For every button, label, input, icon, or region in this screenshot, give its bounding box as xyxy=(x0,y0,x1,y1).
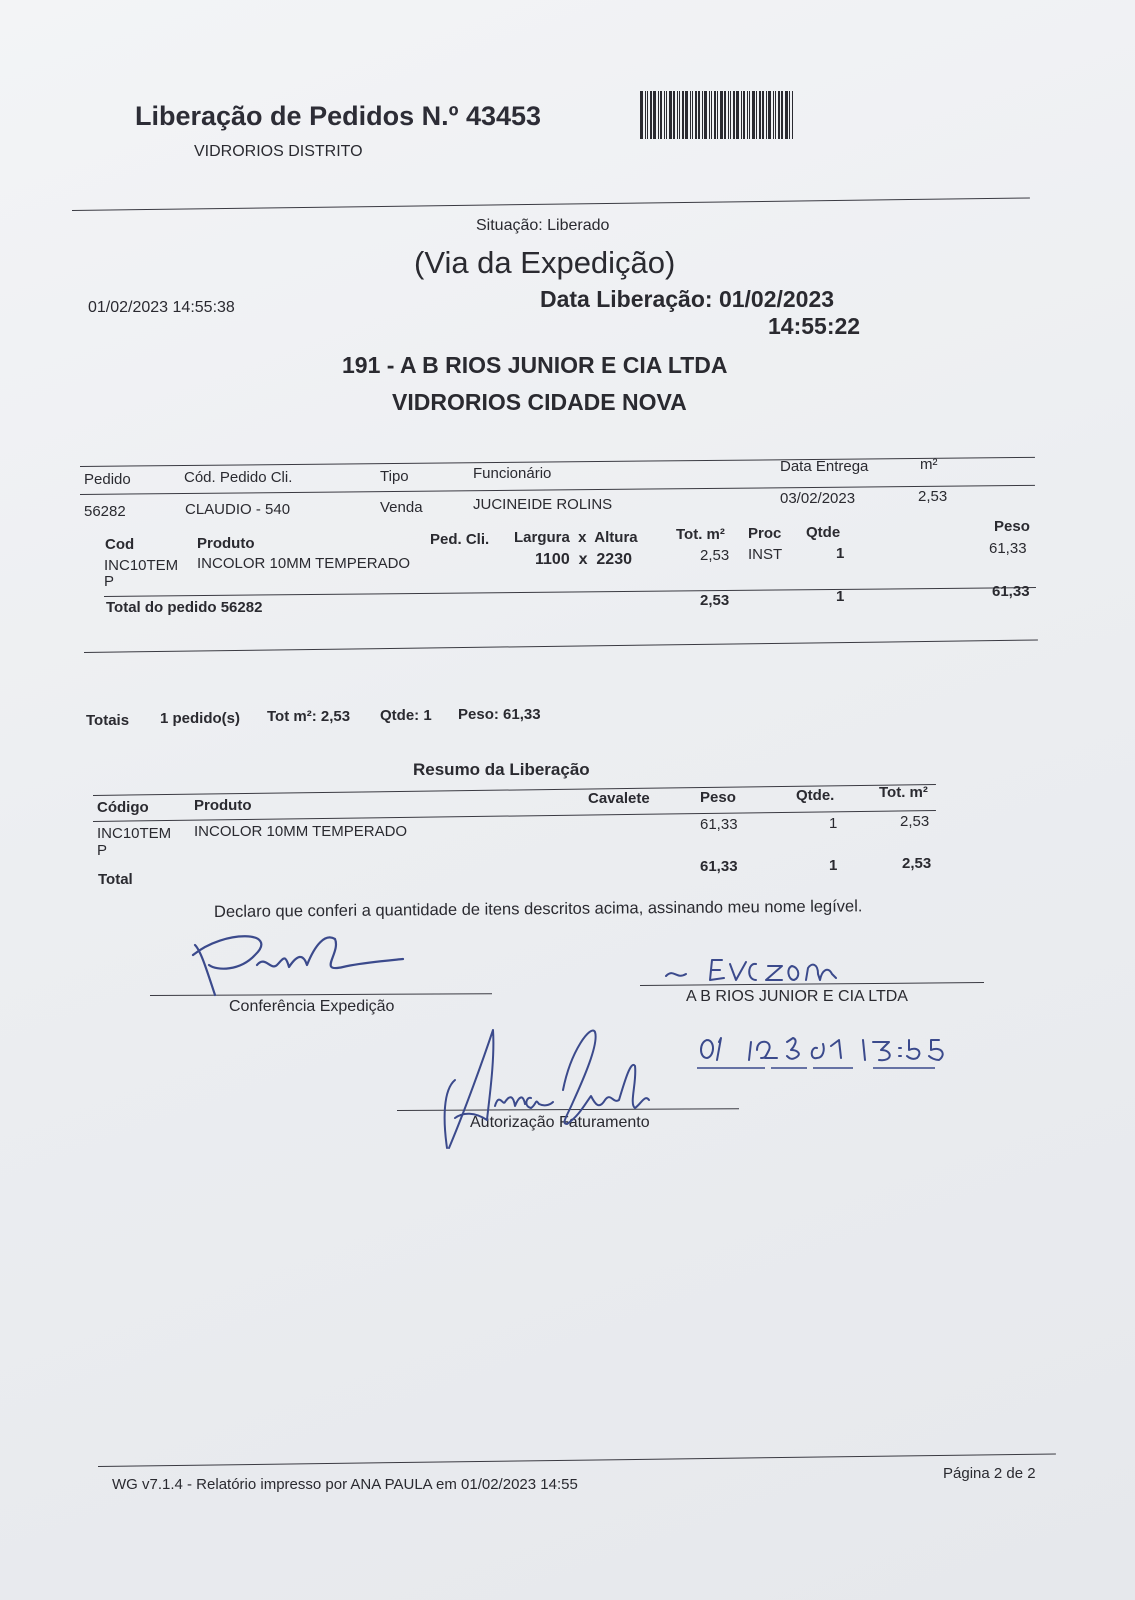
resumo-total-qtde: 1 xyxy=(829,857,838,874)
col-header-funcionario: Funcionário xyxy=(473,465,552,482)
barcode-bar xyxy=(666,91,667,139)
resumo-total-tot-m2: 2,53 xyxy=(902,855,932,872)
barcode-bar xyxy=(692,91,693,139)
barcode-bar xyxy=(736,91,739,139)
barcode-bar xyxy=(717,91,718,139)
barcode-bar xyxy=(669,91,672,139)
item-header-peso: Peso xyxy=(994,518,1030,535)
document-title: Liberação de Pedidos N.º 43453 xyxy=(135,101,542,131)
footer-page-number: Página 2 de 2 xyxy=(943,1465,1036,1482)
order-total-peso: 61,33 xyxy=(992,583,1030,600)
resumo-header-tot-m2: Tot. m² xyxy=(879,784,928,801)
barcode-bar xyxy=(640,91,643,139)
item-header-ped-cli: Ped. Cli. xyxy=(430,531,490,548)
footer-divider xyxy=(98,1453,1056,1467)
barcode-bar xyxy=(658,91,659,139)
barcode-bar xyxy=(747,91,748,139)
order-pedido: 56282 xyxy=(84,503,126,520)
autorizacao-label: Autorização Faturamento xyxy=(470,1114,650,1131)
resumo-header-peso: Peso xyxy=(700,789,736,806)
order-data-entrega: 03/02/2023 xyxy=(780,490,856,507)
barcode-bar xyxy=(785,91,788,139)
barcode-bar xyxy=(773,91,774,139)
barcode-bar xyxy=(690,91,691,139)
item-cod-line2: P xyxy=(104,573,115,590)
barcode-bar xyxy=(759,91,761,139)
barcode xyxy=(640,91,794,139)
barcode-bar xyxy=(720,91,723,139)
item-header-cod: Cod xyxy=(105,536,135,553)
barcode-bar xyxy=(741,91,742,139)
data-liberacao: Data Liberação: 01/02/2023 xyxy=(540,286,835,312)
item-header-largura-altura: Largura x Altura xyxy=(514,529,638,546)
resumo-total-peso: 61,33 xyxy=(700,858,738,875)
order-total-qtde: 1 xyxy=(836,588,845,605)
handwritten-date xyxy=(695,1028,975,1076)
via-text: (Via da Expedição) xyxy=(414,245,676,280)
barcode-bar xyxy=(775,91,776,139)
item-cod-line1: INC10TEM xyxy=(104,557,179,574)
barcode-bar xyxy=(768,91,771,139)
barcode-bar xyxy=(762,91,764,139)
item-header-tot-m2: Tot. m² xyxy=(676,526,725,543)
barcode-bar xyxy=(702,91,703,139)
barcode-bar xyxy=(778,91,780,139)
barcode-bar xyxy=(728,91,729,139)
barcode-bar xyxy=(743,91,745,139)
col-header-m2: m² xyxy=(920,456,938,473)
barcode-bar xyxy=(733,91,735,139)
barcode-bar xyxy=(704,91,707,139)
barcode-bar xyxy=(685,91,688,139)
svg-text:Evozon: Evozon xyxy=(660,948,664,949)
barcode-bar xyxy=(695,91,697,139)
item-peso: 61,33 xyxy=(989,540,1027,557)
barcode-bar xyxy=(647,91,648,139)
col-header-cod-pedido-cli: Cód. Pedido Cli. xyxy=(184,469,293,486)
company-subtitle: VIDRORIOS DISTRITO xyxy=(194,143,363,160)
barcode-bar xyxy=(677,91,678,139)
resumo-peso: 61,33 xyxy=(700,816,738,833)
order-table-bottom-line xyxy=(84,640,1038,653)
item-header-produto: Produto xyxy=(197,535,255,552)
resumo-codigo-line2: P xyxy=(97,842,108,859)
resumo-codigo-line1: INC10TEM xyxy=(97,825,172,842)
barcode-bar xyxy=(792,91,793,139)
order-cod-pedido-cli: CLAUDIO - 540 xyxy=(185,501,291,518)
barcode-bar xyxy=(673,91,675,139)
resumo-title: Resumo da Liberação xyxy=(413,760,590,779)
barcode-bar xyxy=(724,91,726,139)
item-dimensions: 1100 x 2230 xyxy=(535,551,632,568)
totals-qtde: Qtde: 1 xyxy=(380,707,432,724)
cliente-handwritten-name xyxy=(660,948,860,988)
barcode-bar xyxy=(682,91,684,139)
barcode-bar xyxy=(711,91,712,139)
item-total-divider xyxy=(104,587,1036,597)
resumo-header-qtde: Qtde. xyxy=(796,787,835,804)
resumo-produto: INCOLOR 10MM TEMPERADO xyxy=(194,823,408,840)
barcode-bar xyxy=(752,91,755,139)
col-header-pedido: Pedido xyxy=(84,471,131,488)
barcode-bar xyxy=(650,91,652,139)
item-header-proc: Proc xyxy=(748,525,782,542)
item-qtde: 1 xyxy=(836,545,845,562)
resumo-header-codigo: Código xyxy=(97,799,149,816)
conferencia-label: Conferência Expedição xyxy=(229,998,395,1015)
barcode-bar xyxy=(653,91,656,139)
barcode-bar xyxy=(714,91,716,139)
svg-text:01 02 23 13:55: 01 02 23 13:55 xyxy=(695,1028,702,1029)
resumo-total-label: Total xyxy=(98,871,133,888)
resumo-header-produto: Produto xyxy=(194,797,252,814)
resumo-header-cavalete: Cavalete xyxy=(588,790,650,807)
totals-label: Totais xyxy=(86,712,130,729)
print-datetime: 01/02/2023 14:55:38 xyxy=(88,299,235,316)
totals-tot-m2: Tot m²: 2,53 xyxy=(267,708,351,725)
client-name: 191 - A B RIOS JUNIOR E CIA LTDA xyxy=(342,352,728,378)
order-total-tot-m2: 2,53 xyxy=(700,592,730,609)
order-funcionario: JUCINEIDE ROLINS xyxy=(473,496,613,513)
resumo-qtde: 1 xyxy=(829,815,838,832)
hora-liberacao: 14:55:22 xyxy=(768,313,861,339)
conferencia-signature xyxy=(185,925,415,1005)
declaration-text: Declaro que conferi a quantidade de itens descritos acima, assinando meu nome legível. xyxy=(213,897,863,921)
item-header-qtde: Qtde xyxy=(806,524,841,541)
item-tot-m2: 2,53 xyxy=(700,547,730,564)
item-produto: INCOLOR 10MM TEMPERADO xyxy=(197,555,411,572)
order-header-divider xyxy=(80,485,1035,495)
barcode-bar xyxy=(789,91,790,139)
barcode-bar xyxy=(698,91,700,139)
cliente-label: A B RIOS JUNIOR E CIA LTDA xyxy=(686,988,908,1005)
col-header-data-entrega: Data Entrega xyxy=(780,458,869,475)
barcode-bar xyxy=(781,91,783,139)
barcode-bar xyxy=(709,91,710,139)
situacao-text: Situação: Liberado xyxy=(476,217,610,234)
totals-peso: Peso: 61,33 xyxy=(458,706,541,723)
order-table-top-line xyxy=(80,457,1035,467)
barcode-bar xyxy=(664,91,665,139)
item-proc: INST xyxy=(748,546,783,563)
totals-pedidos: 1 pedido(s) xyxy=(160,710,241,727)
barcode-bar xyxy=(749,91,750,139)
barcode-bar xyxy=(766,91,767,139)
client-store: VIDRORIOS CIDADE NOVA xyxy=(392,389,687,415)
autorizacao-signature xyxy=(435,1020,665,1160)
barcode-bar xyxy=(756,91,757,139)
footer-report: WG v7.1.4 - Relatório impresso por ANA PAULA em 01/02/2023 14:55 xyxy=(112,1476,578,1493)
order-m2: 2,53 xyxy=(918,488,948,505)
order-total-label: Total do pedido 56282 xyxy=(106,599,263,616)
barcode-bar xyxy=(679,91,680,139)
barcode-bar xyxy=(660,91,662,139)
header-divider xyxy=(72,197,1030,211)
col-header-tipo: Tipo xyxy=(380,468,409,485)
barcode-bar xyxy=(645,91,646,139)
order-tipo: Venda xyxy=(380,499,423,516)
resumo-tot-m2: 2,53 xyxy=(900,813,930,830)
barcode-bar xyxy=(730,91,731,139)
